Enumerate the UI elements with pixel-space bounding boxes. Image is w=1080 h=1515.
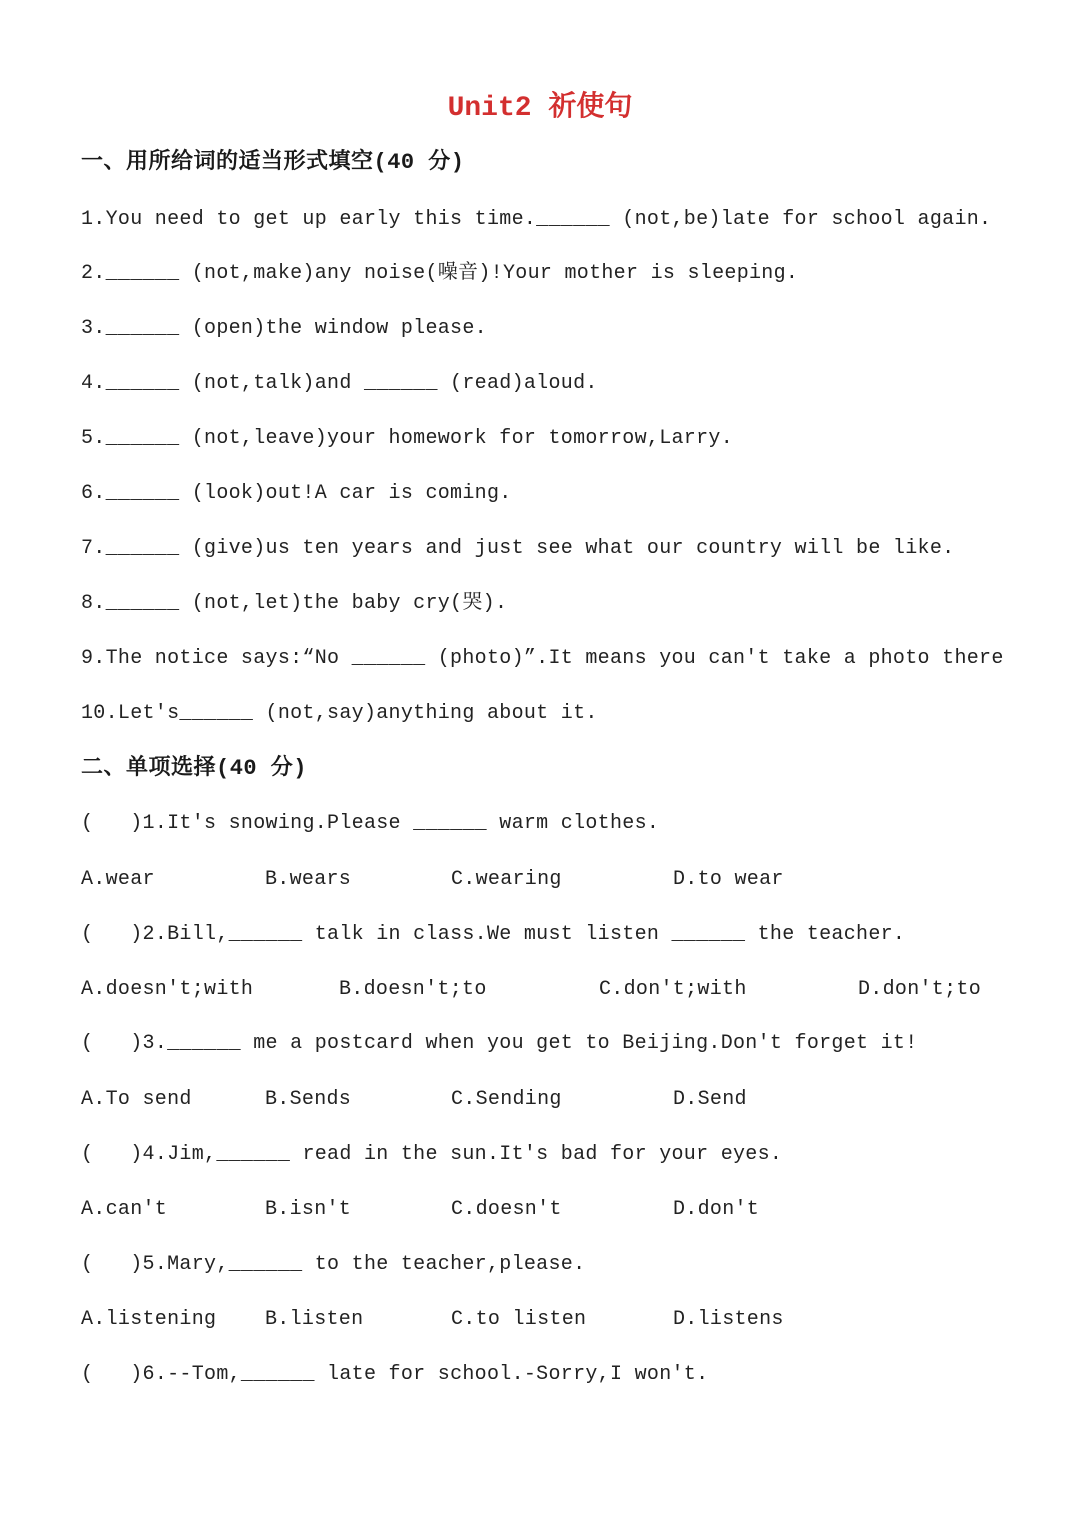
option-c: C.wearing xyxy=(451,868,562,891)
choice-question-2 xyxy=(81,920,905,950)
option-c: C.doesn't xyxy=(451,1198,562,1221)
option-d: D.don't xyxy=(673,1198,760,1221)
page-title: Unit2 祈使句 xyxy=(447,93,633,124)
option-d: D.listens xyxy=(673,1308,784,1331)
answer-bracket: ( ) xyxy=(81,1363,143,1386)
fill-item-3: 3.______ (open)the window please. xyxy=(81,317,487,340)
fill-item-5: 5.______ (not,leave)your homework for tomorrow,Larry. xyxy=(81,427,734,450)
fill-item-9: 9.The notice says:“No ______ (photo)”.It means you can't take a photo there xyxy=(81,647,1004,670)
choice-question-4 xyxy=(81,1140,782,1170)
fill-item-4: 4.______ (not,talk)and ______ (read)aloud. xyxy=(81,372,598,395)
options-row-3 xyxy=(0,1085,1080,1115)
question-text: 5.Mary,______ to the teacher,please. xyxy=(142,1253,586,1276)
fill-item-2: 2.______ (not,make)any noise(噪音)!Your mother is sleeping. xyxy=(81,262,799,285)
option-b: B.Sends xyxy=(265,1088,352,1111)
option-b: B.doesn't;to xyxy=(339,978,487,1001)
section2-heading: 二、单项选择(40 分) xyxy=(81,756,308,781)
question-text: 6.--Tom,______ late for school.-Sorry,I won't. xyxy=(142,1363,709,1386)
option-c: C.Sending xyxy=(451,1088,562,1111)
fill-item-1: 1.You need to get up early this time.______ (not,be)late for school again. xyxy=(81,208,992,231)
option-b: B.listen xyxy=(265,1308,364,1331)
option-b: B.wears xyxy=(265,868,352,891)
option-a: A.listening xyxy=(81,1308,217,1331)
choice-question-6 xyxy=(81,1360,708,1390)
option-d: D.Send xyxy=(673,1088,747,1111)
answer-bracket: ( ) xyxy=(81,812,143,835)
option-d: D.to wear xyxy=(673,868,784,891)
answer-bracket: ( ) xyxy=(81,1032,143,1055)
option-b: B.isn't xyxy=(265,1198,352,1221)
option-a: A.doesn't;with xyxy=(81,978,254,1001)
choice-question-5 xyxy=(81,1250,585,1280)
section1-heading: 一、用所给词的适当形式填空(40 分) xyxy=(81,150,465,175)
option-d: D.don't;to xyxy=(858,978,982,1001)
option-a: A.wear xyxy=(81,868,155,891)
fill-item-6: 6.______ (look)out!A car is coming. xyxy=(81,482,512,505)
option-a: A.can't xyxy=(81,1198,168,1221)
question-text: 2.Bill,______ talk in class.We must listen ______ the teacher. xyxy=(142,923,906,946)
answer-bracket: ( ) xyxy=(81,1253,143,1276)
choice-question-1 xyxy=(81,809,659,839)
choice-question-3 xyxy=(81,1029,918,1059)
question-text: 1.It's snowing.Please ______ warm clothes. xyxy=(142,812,660,835)
fill-item-7: 7.______ (give)us ten years and just see what our country will be like. xyxy=(81,537,955,560)
option-c: C.don't;with xyxy=(599,978,747,1001)
answer-bracket: ( ) xyxy=(81,923,143,946)
options-row-4 xyxy=(0,1195,1080,1225)
options-row-1 xyxy=(0,865,1080,895)
option-a: A.To send xyxy=(81,1088,192,1111)
fill-item-8: 8.______ (not,let)the baby cry(哭). xyxy=(81,592,508,615)
fill-item-10: 10.Let's______ (not,say)anything about it. xyxy=(81,702,598,725)
question-text: 3.______ me a postcard when you get to Beijing.Don't forget it! xyxy=(142,1032,918,1055)
options-row-2 xyxy=(0,975,1080,1005)
option-c: C.to listen xyxy=(451,1308,587,1331)
answer-bracket: ( ) xyxy=(81,1143,143,1166)
options-row-5 xyxy=(0,1305,1080,1335)
question-text: 4.Jim,______ read in the sun.It's bad for your eyes. xyxy=(142,1143,783,1166)
